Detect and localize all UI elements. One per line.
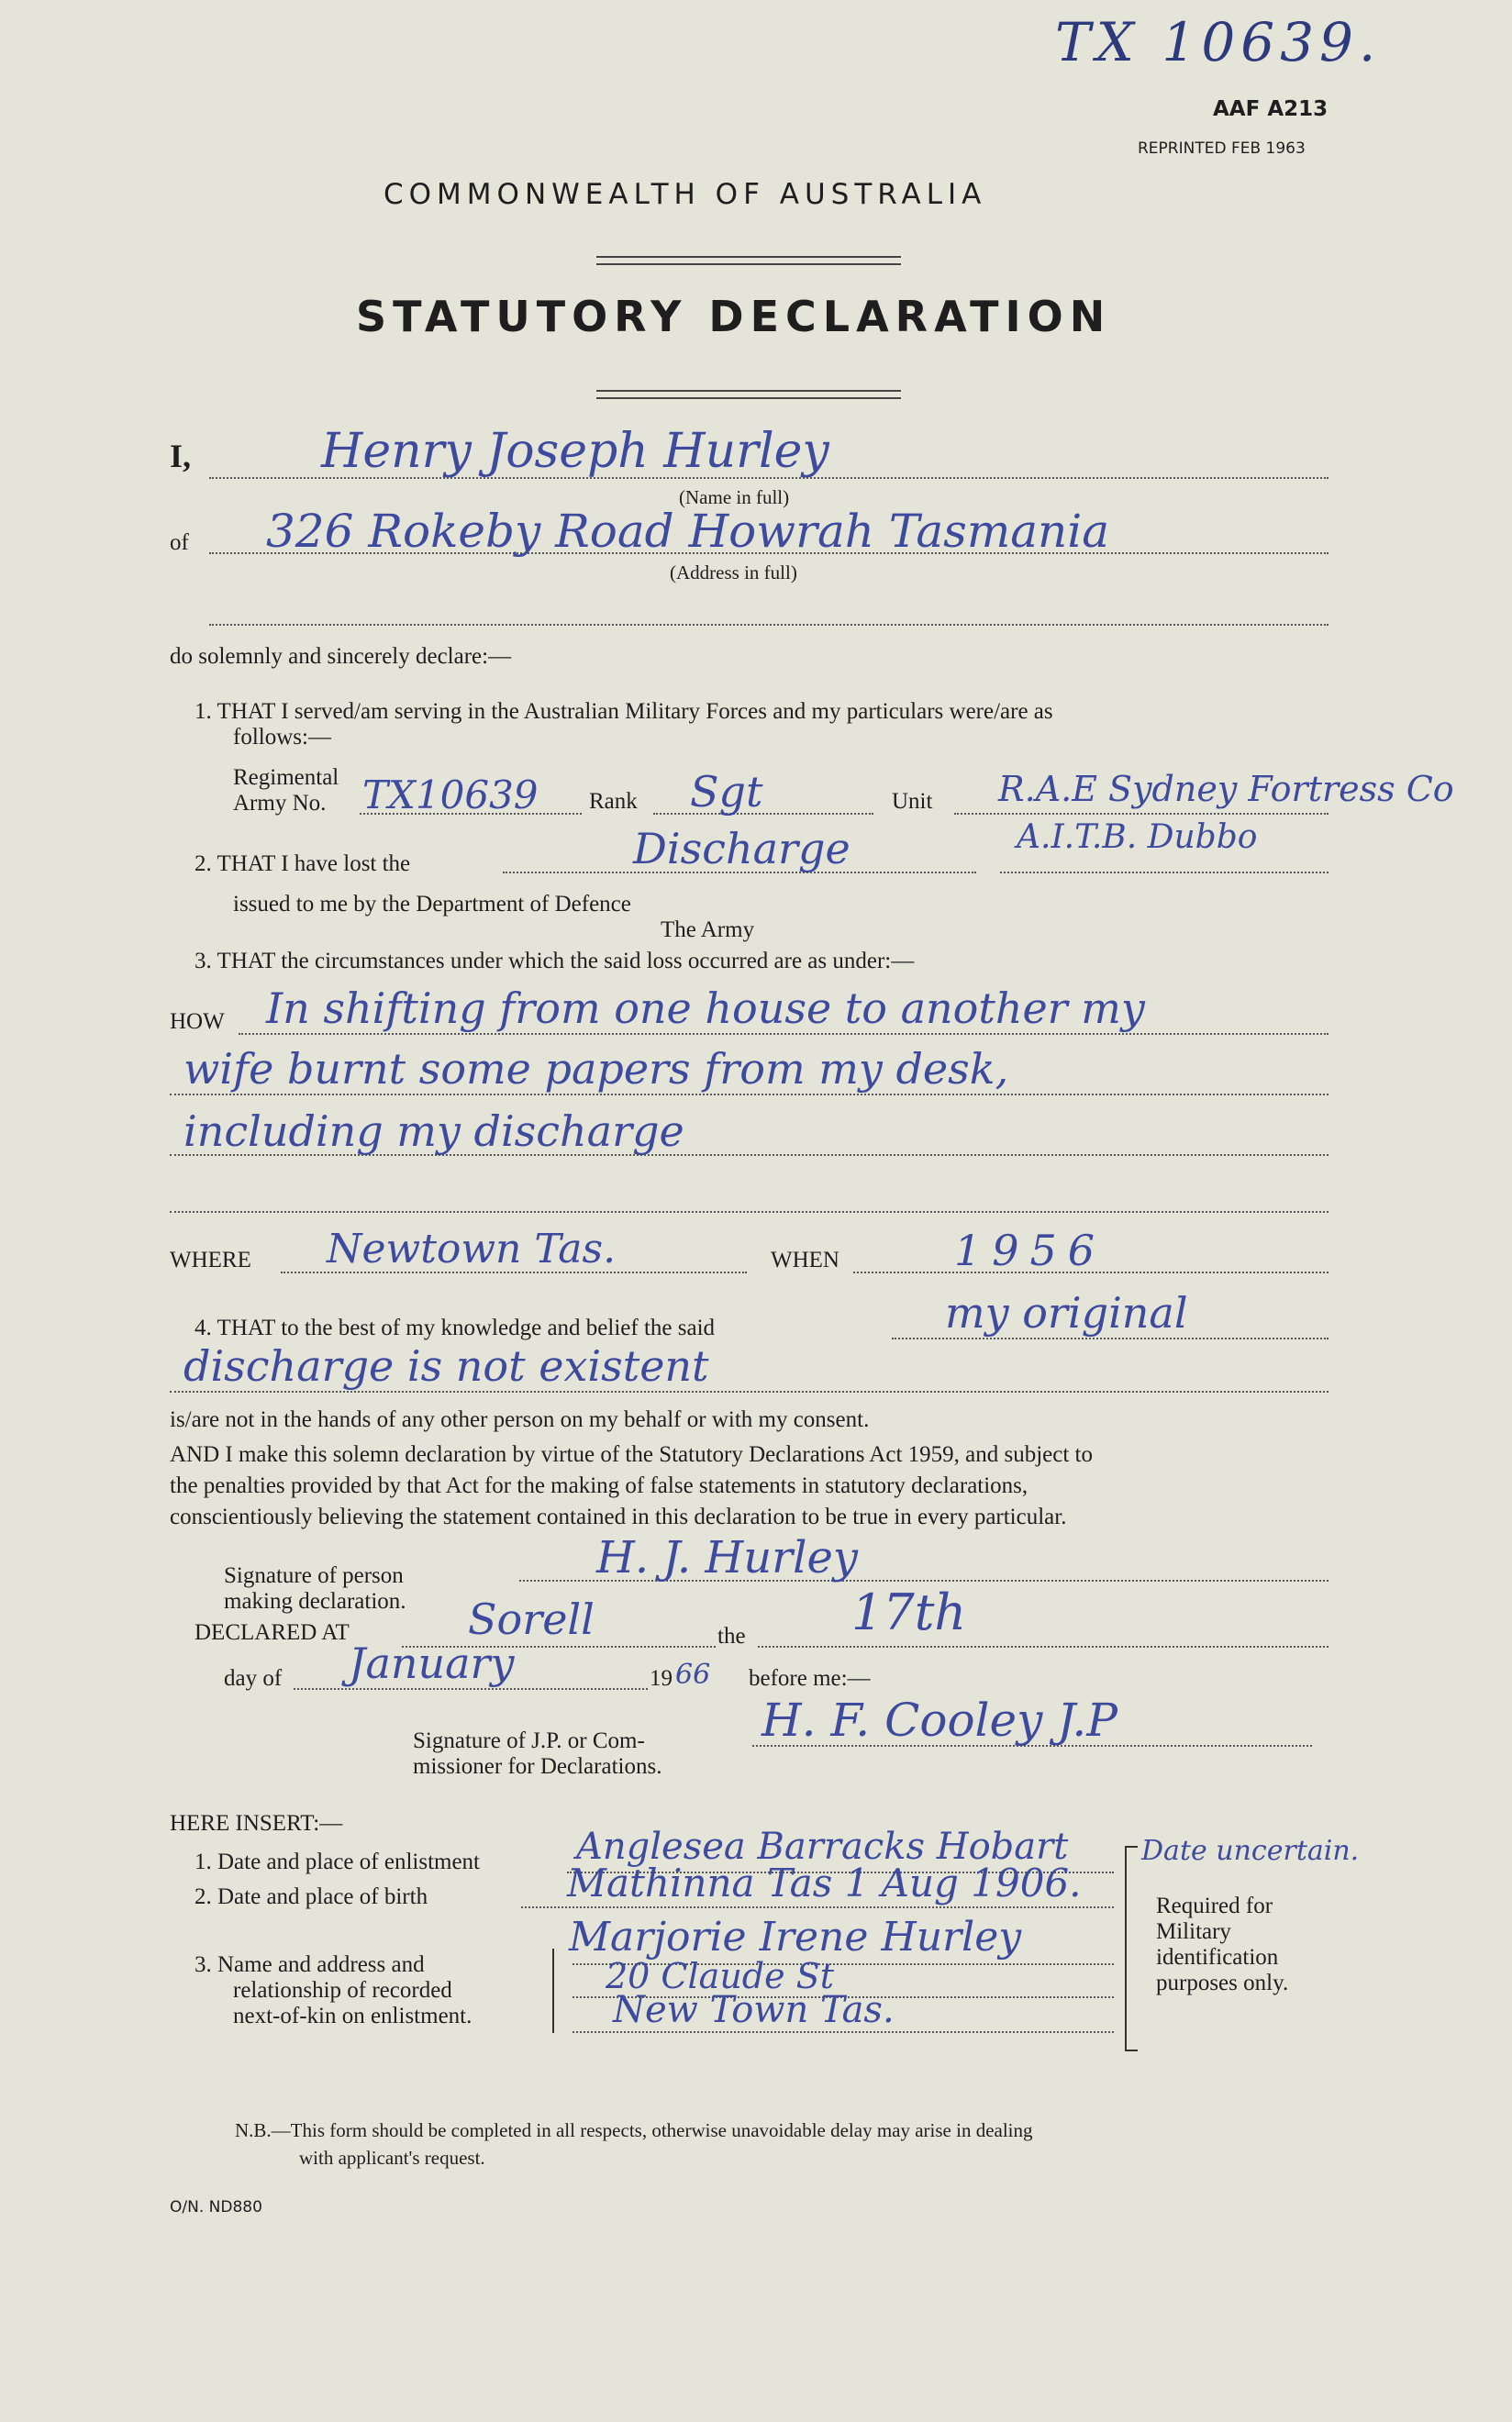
order-number: O/N. ND880 <box>170 2198 262 2216</box>
regimental-label: Regimental <box>233 765 339 790</box>
top-double-rule-1 <box>596 256 901 258</box>
how-line-4 <box>170 1211 1329 1213</box>
birth-line <box>521 1906 1114 1908</box>
how-line-2 <box>170 1094 1329 1095</box>
unit-line <box>954 813 1329 815</box>
declared-at-label: DECLARED AT <box>195 1620 350 1645</box>
enlistment-value: Anglesea Barracks Hobart <box>576 1826 1069 1868</box>
nb-line-1: N.B.—This form should be completed in all respects, otherwise unavoidable delay may arise in dealing <box>235 2119 1033 2141</box>
sig-label-2: making declaration. <box>224 1589 406 1614</box>
month-value: January <box>349 1639 515 1688</box>
solemn-line-3: conscientiously believing the statement contained in this declaration to be true in every particular. <box>170 1505 1067 1529</box>
jp-label-1: Signature of J.P. or Com- <box>413 1728 645 1753</box>
clause1-text: 1. THAT I served/am serving in the Australian Military Forces and my particulars were/are as <box>195 699 1053 724</box>
lost-item: Discharge <box>633 824 850 873</box>
solemn-line-1: AND I make this solemn declaration by virtue of the Statutory Declarations Act 1959, and subject to <box>170 1442 1094 1467</box>
address-caption: (Address in full) <box>670 561 797 583</box>
declarant-address: 326 Rokeby Road Howrah Tasmania <box>266 505 1110 558</box>
i-label: I, <box>170 438 192 474</box>
page-title: STATUTORY DECLARATION <box>356 292 1112 341</box>
clause4-text: 4. THAT to the best of my knowledge and belief the said <box>195 1316 716 1340</box>
birth-value: Mathinna Tas 1 Aug 1906. <box>567 1861 1082 1905</box>
solemn-line-2: the penalties provided by that Act for the making of false statements in statutory declarations, <box>170 1473 1028 1498</box>
nb-line-2: with applicant's request. <box>299 2147 485 2169</box>
when-value: 1956 <box>954 1226 1106 1275</box>
month-line <box>294 1688 648 1690</box>
kin-value-3: New Town Tas. <box>613 1989 895 2031</box>
clause2-text: 2. THAT I have lost the <box>195 851 411 876</box>
sig-label-1: Signature of person <box>224 1563 404 1588</box>
enlistment-label: 1. Date and place of enlistment <box>195 1850 480 1874</box>
bottom-double-rule-2 <box>596 397 901 399</box>
year-prefix: 19 <box>650 1666 673 1691</box>
rank-line <box>653 813 873 815</box>
day-of-label: day of <box>224 1666 283 1691</box>
insert-heading: HERE INSERT:— <box>170 1811 343 1836</box>
unit-label: Unit <box>892 789 933 814</box>
kin-line-3 <box>573 2031 1114 2033</box>
kin-label-1: 3. Name and address and <box>195 1952 425 1977</box>
clause4-line-1 <box>892 1338 1329 1339</box>
kin-value-2: 20 Claude St <box>606 1956 834 1996</box>
jp-signature: H. F. Cooley J.P <box>762 1694 1117 1747</box>
issued-text: issued to me by the Department of Defence <box>233 892 631 917</box>
department: The Army <box>661 917 755 942</box>
clause4-value-1: my original <box>945 1288 1188 1338</box>
birth-label: 2. Date and place of birth <box>195 1884 428 1909</box>
how-line-1 <box>239 1033 1329 1035</box>
clause1-text-2: follows:— <box>233 725 331 750</box>
how-label: HOW <box>170 1009 225 1034</box>
jp-label-2: missioner for Declarations. <box>413 1754 662 1779</box>
how-text-2: wife burnt some papers from my desk, <box>183 1044 1009 1094</box>
top-double-rule-2 <box>596 263 901 265</box>
clause4-value-2: discharge is not existent <box>183 1341 709 1391</box>
required-line-1: Required for <box>1156 1894 1273 1918</box>
required-line-3: identification <box>1156 1945 1279 1970</box>
clause3-text: 3. THAT the circumstances under which the said loss occurred are as under:— <box>195 949 915 973</box>
rank-value: Sgt <box>690 767 763 817</box>
declare-text: do solemnly and sincerely declare:— <box>170 644 512 669</box>
date-uncertain-note: Date uncertain. <box>1141 1835 1360 1867</box>
required-bracket <box>1125 1846 1138 2051</box>
rank-label: Rank <box>589 789 638 814</box>
day-value: 17th <box>851 1583 967 1641</box>
before-me-label: before me:— <box>749 1666 871 1691</box>
unit-value-1: R.A.E Sydney Fortress Co <box>998 769 1454 809</box>
clause4-line-2 <box>170 1391 1329 1393</box>
declarant-name: Henry Joseph Hurley <box>321 424 829 479</box>
reprint-note: REPRINTED FEB 1963 <box>1138 139 1306 158</box>
where-label: WHERE <box>170 1248 251 1272</box>
form-code: AAF A213 <box>1213 97 1329 121</box>
required-line-2: Military <box>1156 1919 1231 1944</box>
name-caption: (Name in full) <box>679 486 790 508</box>
how-text-1: In shifting from one house to another my <box>266 983 1145 1033</box>
year-value: 66 <box>675 1659 711 1691</box>
army-no-label: Army No. <box>233 791 327 816</box>
kin-label-2: relationship of recorded <box>233 1978 452 2003</box>
the-label: the <box>717 1624 746 1649</box>
of-label: of <box>170 530 189 555</box>
unit-line-2 <box>1000 872 1329 873</box>
declarant-signature: H. J. Hurley <box>596 1532 858 1583</box>
required-line-4: purposes only. <box>1156 1971 1289 1995</box>
how-text-3: including my discharge <box>183 1106 684 1156</box>
bottom-double-rule-1 <box>596 390 901 392</box>
commonwealth-heading: COMMONWEALTH OF AUSTRALIA <box>384 178 987 211</box>
kin-label-3: next-of-kin on enlistment. <box>233 2004 472 2028</box>
kin-brace <box>552 1949 569 2033</box>
kin-value-1: Marjorie Irene Hurley <box>569 1914 1022 1961</box>
clause4-tail: is/are not in the hands of any other person on my behalf or with my consent. <box>170 1407 870 1432</box>
where-value: Newtown Tas. <box>327 1226 617 1272</box>
when-label: WHEN <box>771 1248 839 1272</box>
file-number-handwritten: TX 10639. <box>1055 11 1382 73</box>
army-number: TX10639 <box>362 772 539 817</box>
unit-value-2: A.I.T.B. Dubbo <box>1017 818 1258 856</box>
day-line <box>758 1646 1329 1648</box>
address-line-2 <box>209 624 1329 626</box>
place-value: Sorell <box>468 1594 595 1644</box>
